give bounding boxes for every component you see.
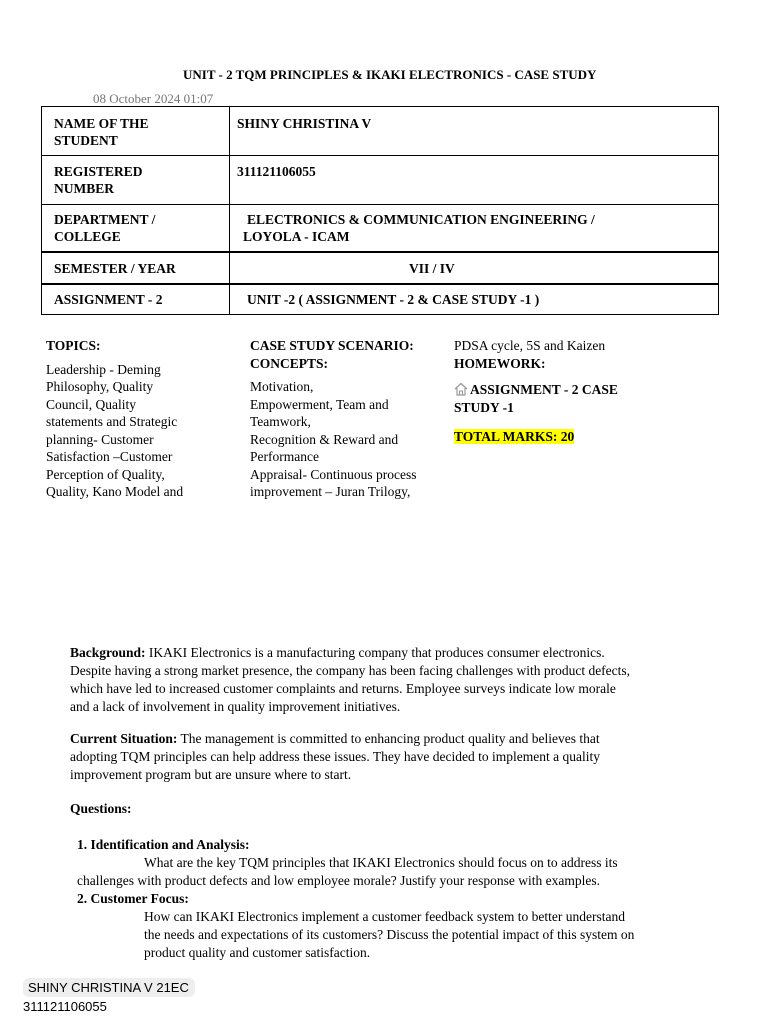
row-label (54, 115, 149, 149)
scenario-heading: CASE STUDY SCENARIO: (250, 338, 414, 353)
topics-line: Satisfaction –Customer (46, 449, 173, 464)
student-name-value: SHINY CHRISTINA V (237, 116, 372, 131)
table-row-name (41, 106, 719, 156)
questions-heading: Questions: (70, 801, 132, 816)
row-label-line: REGISTERED (54, 164, 143, 179)
background-text: which have led to increased customer complaints and returns. Employee surveys indicate low morale (70, 681, 616, 696)
question-text: product quality and customer satisfaction. (144, 945, 371, 960)
row-label: ASSIGNMENT - 2 (54, 292, 163, 307)
row-label-line: NAME OF THE (54, 116, 149, 131)
scenario-line: Performance (250, 449, 319, 464)
background-text: and a lack of involvement in quality improvement initiatives. (70, 699, 401, 714)
concepts-heading: CONCEPTS: (250, 355, 329, 371)
assignment-line: STUDY -1 (454, 399, 514, 415)
topics-line: statements and Strategic (46, 414, 178, 429)
topics-line: Council, Quality (46, 396, 136, 412)
row-label-line: DEPARTMENT / (54, 212, 156, 227)
question-1 (77, 836, 737, 890)
scenario-line: Empowerment, Team and (250, 396, 389, 412)
row-label: SEMESTER / YEAR (54, 261, 176, 276)
register-number-value: 311121106055 (237, 164, 316, 179)
row-label-line: NUMBER (54, 181, 114, 196)
current-situation-label: Current Situation: (70, 731, 178, 746)
footer-register-number: 311121106055 (23, 999, 107, 1014)
topics-column (46, 337, 246, 501)
table-row-department (41, 204, 719, 252)
table-row-register (41, 155, 719, 205)
total-marks: TOTAL MARKS: 20 (454, 429, 575, 444)
student-name-chip: SHINY CHRISTINA V 21EC (23, 978, 195, 997)
background-paragraph (70, 644, 730, 716)
topics-heading: TOPICS: (46, 338, 101, 353)
row-label-line: STUDENT (54, 133, 118, 148)
topics-line: Philosophy, Quality (46, 379, 154, 394)
semester-value: VII / IV (409, 261, 455, 276)
topics-line: Leadership - Deming (46, 361, 161, 377)
home-icon (454, 382, 468, 396)
topics-line: Perception of Quality, (46, 466, 165, 482)
row-label (54, 211, 155, 245)
question-text: How can IKAKI Electronics implement a customer feedback system to better understand (144, 909, 625, 924)
scenario-column (250, 337, 450, 501)
row-label (54, 163, 143, 197)
background-text: IKAKI Electronics is a manufacturing company that produces consumer electronics. (145, 645, 605, 660)
department-value (243, 211, 595, 245)
table-row-semester (41, 252, 719, 284)
homework-assignment (454, 381, 674, 399)
document-title: UNIT - 2 TQM PRINCIPLES & IKAKI ELECTRONICS - CASE STUDY (183, 67, 597, 82)
scenario-line: Teamwork, (250, 414, 311, 429)
question-heading: 1. Identification and Analysis: (77, 837, 250, 852)
background-text: Despite having a strong market presence, the company has been facing challenges with product defects, (70, 663, 631, 678)
table-row-assignment (41, 284, 719, 315)
current-situation-paragraph (70, 730, 730, 784)
current-situation-text: improvement program but are unsure where to start. (70, 767, 352, 782)
topics-line: Quality, Kano Model and (46, 484, 184, 499)
scenario-line: Motivation, (250, 379, 314, 394)
row-label-line: COLLEGE (54, 229, 121, 244)
department-value-line: ELECTRONICS & COMMUNICATION ENGINEERING / (247, 212, 595, 227)
homework-column (454, 337, 674, 446)
assignment-value: UNIT -2 ( ASSIGNMENT - 2 & CASE STUDY -1 ) (247, 292, 540, 307)
document-timestamp: 08 October 2024 01:07 (93, 91, 214, 106)
scenario-line: Recognition & Reward and (250, 431, 399, 447)
topics-line: planning- Customer (46, 431, 154, 447)
background-label: Background: (70, 645, 146, 660)
department-value-line: LOYOLA - ICAM (243, 229, 350, 244)
question-heading: 2. Customer Focus: (77, 891, 189, 906)
question-text: challenges with product defects and low employee morale? Justify your response with examples. (77, 873, 600, 888)
homework-intro: PDSA cycle, 5S and Kaizen (454, 338, 606, 353)
question-2 (77, 890, 737, 962)
homework-heading: HOMEWORK: (454, 355, 546, 371)
current-situation-text: adopting TQM principles can help address these issues. They have decided to implement a quality (70, 749, 600, 764)
assignment-line: ASSIGNMENT - 2 CASE (470, 382, 618, 397)
current-situation-text: The management is committed to enhancing product quality and believes that (177, 731, 600, 746)
question-text: What are the key TQM principles that IKAKI Electronics should focus on to address its (144, 855, 618, 870)
question-text: the needs and expectations of its customers? Discuss the potential impact of this system on (144, 927, 635, 942)
scenario-line: Appraisal- Continuous process (250, 466, 417, 482)
scenario-line: improvement – Juran Trilogy, (250, 484, 411, 499)
